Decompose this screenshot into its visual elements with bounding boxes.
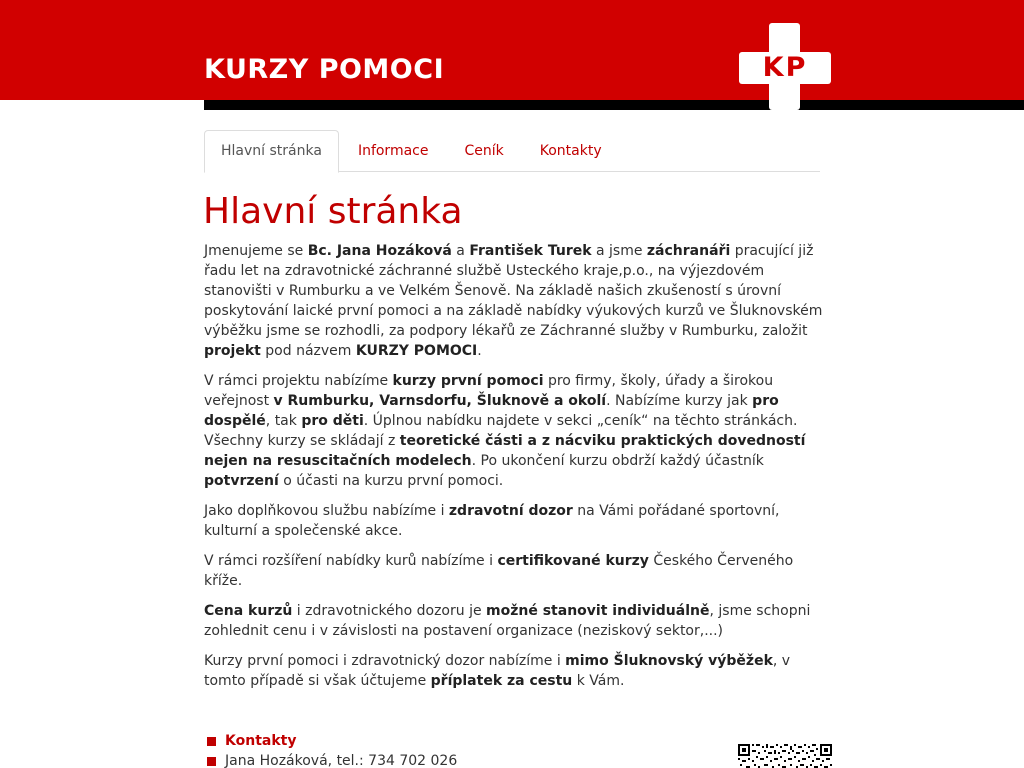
logo-text: KP (762, 52, 808, 83)
page-title: Hlavní stránka (203, 191, 463, 232)
contacts-heading[interactable]: Kontakty (225, 733, 297, 749)
tab-informace[interactable]: Informace (357, 143, 429, 159)
courses-paragraph: V rámci projektu nabízíme kurzy první pomoci pro firmy, školy, úřady a širokou veřejnost v Rumburku, Varnsdorfu, Šluknově a okolí. Nabízíme kurzy jak pro dospělé, tak pro děti. Úplnou nabídku najdete v sekci „ceník“ na těchto stránkách. Všechny kurzy se skládají z teoretické části a z nácviku praktických dovedností nejen na resuscitačních modelech. Po ukončení kurzu obdrží každý účastník potvrzení o účasti na kurzu první pomoci. (204, 373, 806, 489)
main-nav-tabs (204, 130, 820, 172)
bullet-square-icon (207, 737, 216, 746)
travel-paragraph: Kurzy první pomoci i zdravotnický dozor nabízíme i mimo Šluknovský výběžek, v tomto případě si však účtujeme příplatek za cestu k Vám. (204, 653, 791, 689)
contact-line: Jana Hozáková, tel.: 734 702 026 (225, 753, 458, 768)
intro-paragraph: Jmenujeme se Bc. Jana Hozáková a František Turek a jsme záchranáři pracující již řadu let na zdravotnické záchranné službě Usteckého kraje,p.o., na výjezdovém stanovišti v Rumburku a ve Velkém Šenově. Na základě našich zkušeností s úrovní poskytování laické první pomoci a na základě nabídky výukových kurzů ve Šluknovském výběžku jsme se rozhodli, za podpory lékařů ze Záchranné služby v Rumburku, založit projekt pod názvem KURZY POMOCI. (204, 243, 823, 359)
site-header (0, 0, 1024, 100)
list-item (207, 751, 457, 768)
list-item (207, 731, 457, 751)
qr-code-icon (738, 744, 832, 768)
certified-courses-paragraph: V rámci rozšíření nabídky kurů nabízíme i certifikované kurzy Českého Červeného kříže. (204, 553, 794, 589)
tab-kontakty[interactable]: Kontakty (539, 143, 602, 159)
site-brand[interactable]: KURZY POMOCI (204, 54, 445, 85)
kp-cross-logo-icon[interactable] (739, 23, 831, 110)
main-content (204, 241, 824, 701)
tab-cenik[interactable]: Ceník (464, 143, 504, 159)
header-underline-bar (204, 100, 1024, 110)
medical-supervision-paragraph: Jako doplňkovou službu nabízíme i zdravotní dozor na Vámi pořádané sportovní, kulturní a společenské akce. (204, 503, 780, 539)
pricing-paragraph: Cena kurzů i zdravotnického dozoru je možné stanovit individuálně, jsme schopni zohlednit cenu i v závislosti na postavení organizace (neziskový sektor,...) (204, 603, 811, 639)
tab-hlavni-stranka[interactable]: Hlavní stránka (204, 130, 339, 173)
bullet-square-icon (207, 757, 216, 766)
footer-contacts (207, 731, 457, 768)
